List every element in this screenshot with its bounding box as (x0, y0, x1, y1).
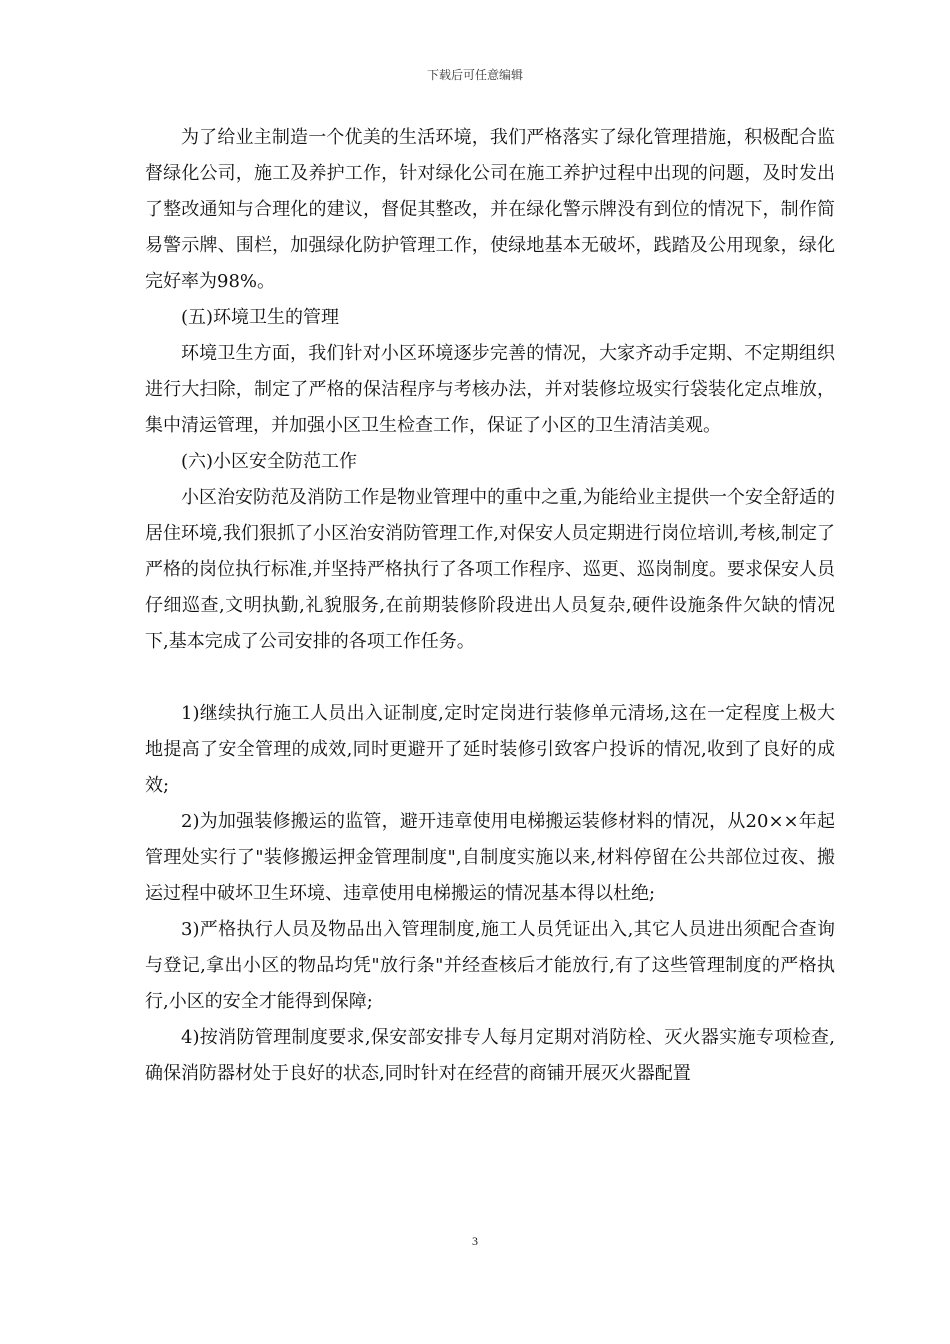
paragraph-sanitation: 环境卫生方面，我们针对小区环境逐步完善的情况，大家齐动手定期、不定期组织进行大扫除，制定了严格的保洁程序与考核办法，并对装修垃圾实行袋装化定点堆放，集中清运管理，并加强小区卫生检查工作，保证了小区的卫生清洁美观。 (145, 343, 835, 436)
section-heading-5: (五)环境卫生的管理 (181, 307, 340, 328)
page-header: 下载后可任意编辑 (426, 68, 523, 82)
list-item-1: 1)继续执行施工人员出入证制度,定时定岗进行装修单元清场,这在一定程度上极大地提高了安全管理的成效,同时更避开了延时装修引致客户投诉的情况,收到了良好的成效; (145, 703, 835, 796)
paragraph-greening: 为了给业主制造一个优美的生活环境，我们严格落实了绿化管理措施，积极配合监督绿化公司，施工及养护工作，针对绿化公司在施工养护过程中出现的问题，及时发出了整改通知与合理化的建议，督促其整改，并在绿化警示牌没有到位的情况下，制作简易警示牌、围栏，加强绿化防护管理工作，使绿地基本无破坏，践踏及公用现象，绿化完好率为98%。 (145, 127, 835, 292)
page-number: 3 (472, 1234, 478, 1248)
blank-line (145, 660, 835, 696)
list-item-2: 2)为加强装修搬运的监管，避开违章使用电梯搬运装修材料的情况，从20××年起管理处实行了"装修搬运押金管理制度",自制度实施以来,材料停留在公共部位过夜、搬运过程中破坏卫生环境、违章使用电梯搬运的情况基本得以杜绝; (145, 811, 835, 904)
list-item-3: 3)严格执行人员及物品出入管理制度,施工人员凭证出入,其它人员进出须配合查询与登记,拿出小区的物品均凭"放行条"并经查核后才能放行,有了这些管理制度的严格执行,小区的安全才能得到保障; (145, 919, 835, 1012)
document-body (145, 120, 835, 1092)
section-heading-6: (六)小区安全防范工作 (181, 451, 358, 472)
list-item-4: 4)按消防管理制度要求,保安部安排专人每月定期对消防栓、灭火器实施专项检查,确保消防器材处于良好的状态,同时针对在经营的商铺开展灭火器配置 (145, 1027, 835, 1084)
paragraph-security: 小区治安防范及消防工作是物业管理中的重中之重,为能给业主提供一个安全舒适的居住环境,我们狠抓了小区治安消防管理工作,对保安人员定期进行岗位培训,考核,制定了严格的岗位执行标准,并坚持严格执行了各项工作程序、巡更、巡岗制度。要求保安人员仔细巡查,文明执勤,礼貌服务,在前期装修阶段进出人员复杂,硬件设施条件欠缺的情况下,基本完成了公司安排的各项工作任务。 (145, 487, 835, 652)
